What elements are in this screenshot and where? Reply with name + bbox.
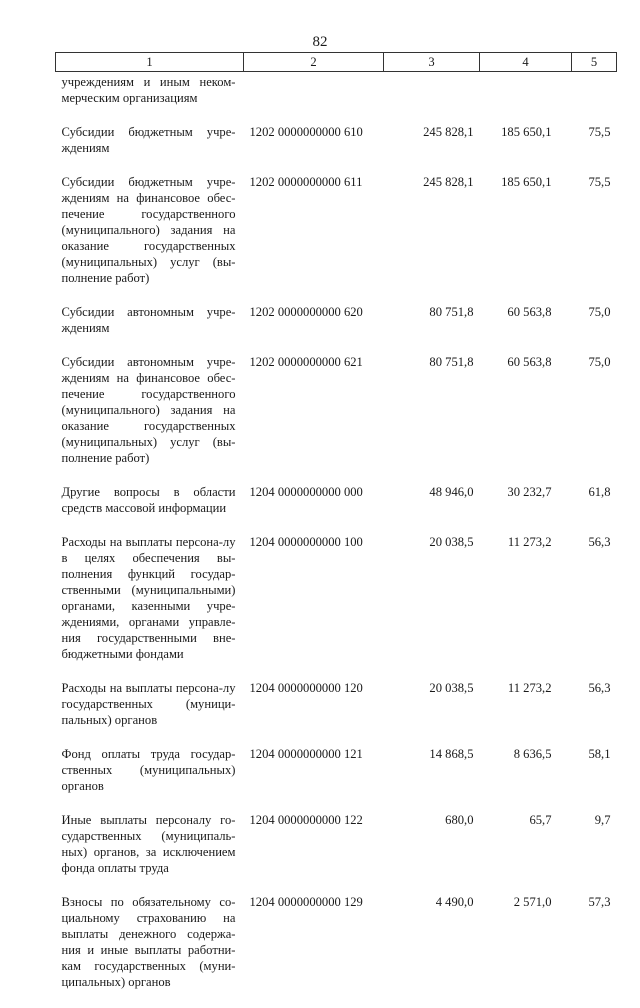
row-name: Фонд оплаты труда государ-ственных (муниципальных) органов — [61, 747, 236, 793]
row-name: учреждениям и иным неком-мерческим организациям — [61, 75, 236, 105]
row-code: 1204 0000000000 120 — [249, 681, 363, 695]
row-value-col5: 75,0 — [588, 305, 611, 319]
row-value-col4 — [480, 72, 572, 125]
table-row — [56, 304, 617, 354]
row-name: Расходы на выплаты персона-лу государственных (муници-пальных) органов — [61, 681, 236, 727]
table-row — [56, 72, 617, 125]
row-value-col3: 48 946,0 — [429, 485, 474, 499]
row-value-col5: 75,0 — [588, 355, 611, 369]
page-number: 82 — [312, 34, 328, 50]
table-row — [56, 534, 617, 680]
row-value-col4: 60 563,8 — [507, 305, 552, 319]
row-value-col4: 11 273,2 — [507, 681, 552, 695]
row-value-col3: 14 868,5 — [429, 747, 474, 761]
column-header-2: 2 — [244, 53, 384, 72]
row-name: Субсидии автономным учре-ждениям — [61, 305, 236, 335]
row-value-col4: 30 232,7 — [507, 485, 552, 499]
table-row — [56, 894, 617, 1008]
row-name: Расходы на выплаты персона-лу в целях обеспечения вы-полнения функций государ-ственными (муниципальными) органами, казенными учре-ждениями, органами управле-ния государственными вне-бюджетными фондами — [61, 535, 236, 661]
row-code — [244, 72, 384, 125]
row-code: 1202 0000000000 620 — [249, 305, 363, 319]
column-header-1: 1 — [56, 53, 244, 72]
column-header-5: 5 — [572, 53, 617, 72]
row-value-col4: 60 563,8 — [507, 355, 552, 369]
row-value-col3: 80 751,8 — [429, 305, 474, 319]
row-code: 1202 0000000000 611 — [249, 175, 363, 189]
row-code: 1204 0000000000 122 — [249, 813, 363, 827]
column-header-4: 4 — [480, 53, 572, 72]
row-value-col3 — [384, 72, 480, 125]
row-name: Взносы по обязательному со-циальному страхованию на выплаты денежного содержа-ния и иные выплаты работни-кам государственных (муни-ципальных) органов — [61, 895, 236, 989]
row-code: 1202 0000000000 610 — [249, 125, 363, 139]
table-row — [56, 124, 617, 174]
table-header-row — [56, 53, 617, 72]
row-value-col4: 185 650,1 — [501, 125, 552, 139]
row-name: Субсидии бюджетным учре-ждениям — [61, 125, 236, 155]
row-value-col4: 8 636,5 — [513, 747, 552, 761]
row-value-col5: 9,7 — [594, 813, 611, 827]
row-value-col4: 65,7 — [529, 813, 552, 827]
row-code: 1204 0000000000 100 — [249, 535, 363, 549]
row-value-col3: 80 751,8 — [429, 355, 474, 369]
row-code: 1204 0000000000 121 — [249, 747, 363, 761]
row-value-col3: 20 038,5 — [429, 681, 474, 695]
row-value-col5: 75,5 — [588, 125, 611, 139]
row-value-col3: 245 828,1 — [423, 125, 474, 139]
row-code: 1204 0000000000 129 — [249, 895, 363, 909]
row-name: Иные выплаты персоналу го-сударственных (муниципаль-ных) органов, за исключением фонда оплаты труда — [61, 813, 236, 875]
row-name: Субсидии бюджетным учре-ждениям на финансовое обес-печение государственного (муниципального) задания на оказание государственных (муниципальных) услуг (вы-полнение работ) — [61, 175, 236, 285]
row-value-col3: 245 828,1 — [423, 175, 474, 189]
row-value-col4: 11 273,2 — [507, 535, 552, 549]
row-value-col5 — [572, 72, 617, 125]
row-value-col5: 56,3 — [588, 535, 611, 549]
row-value-col3: 680,0 — [445, 813, 474, 827]
row-value-col5: 57,3 — [588, 895, 611, 909]
row-value-col4: 2 571,0 — [513, 895, 552, 909]
table-row — [56, 354, 617, 484]
table-row — [56, 174, 617, 304]
row-value-col5: 56,3 — [588, 681, 611, 695]
budget-table — [55, 52, 617, 1008]
row-value-col3: 20 038,5 — [429, 535, 474, 549]
row-value-col5: 61,8 — [588, 485, 611, 499]
row-value-col4: 185 650,1 — [501, 175, 552, 189]
table-row — [56, 680, 617, 746]
table-row — [56, 812, 617, 894]
row-name: Субсидии автономным учре-ждениям на финансовое обес-печение государственного (муниципального) задания на оказание государственных (муниципальных) услуг (вы-полнение работ) — [61, 355, 236, 465]
row-value-col3: 4 490,0 — [435, 895, 474, 909]
row-value-col5: 75,5 — [588, 175, 611, 189]
row-code: 1204 0000000000 000 — [249, 485, 363, 499]
column-header-3: 3 — [384, 53, 480, 72]
table-row — [56, 746, 617, 812]
table-row — [56, 484, 617, 534]
row-code: 1202 0000000000 621 — [249, 355, 363, 369]
row-value-col5: 58,1 — [588, 747, 611, 761]
row-name: Другие вопросы в области средств массовой информации — [61, 485, 236, 515]
